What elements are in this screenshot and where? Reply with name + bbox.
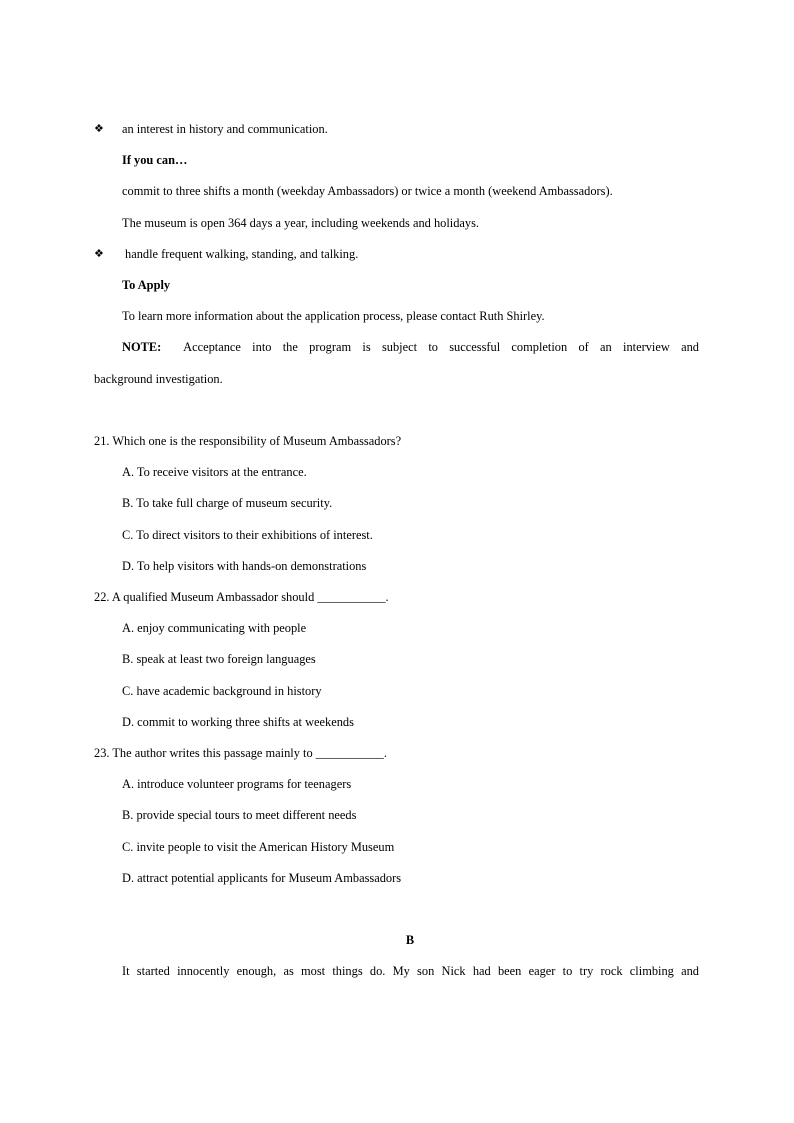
question-22-option-a: A. enjoy communicating with people: [122, 621, 307, 635]
question-22-option-d: D. commit to working three shifts at weekends: [122, 715, 354, 729]
question-23-option-a: A. introduce volunteer programs for teenagers: [122, 777, 352, 791]
question-23-option-c: C. invite people to visit the American History Museum: [122, 840, 395, 854]
note-continuation: background investigation.: [94, 372, 223, 386]
question-21-option-c: C. To direct visitors to their exhibitions of interest.: [122, 528, 373, 542]
requirement-interest: an interest in history and communication.: [122, 122, 328, 136]
question-21-option-a: A. To receive visitors at the entrance.: [122, 465, 307, 479]
question-21-option-b: B. To take full charge of museum security.: [122, 496, 333, 510]
question-21-stem: 21. Which one is the responsibility of Museum Ambassadors?: [94, 434, 402, 448]
diamond-bullet-icon: ❖: [94, 122, 104, 135]
to-apply-heading: To Apply: [122, 278, 171, 292]
question-23-stem: 23. The author writes this passage mainly to ___________.: [94, 746, 387, 760]
if-you-can-heading: If you can…: [122, 153, 188, 167]
note-text: Acceptance into the program is subject to successful completion of an interview and: [183, 340, 699, 354]
question-22-stem: 22. A qualified Museum Ambassador should ___________.: [94, 590, 389, 604]
diamond-bullet-icon: ❖: [94, 247, 104, 260]
apply-contact: To learn more information about the application process, please contact Ruth Shirley.: [122, 309, 545, 323]
requirement-handle: handle frequent walking, standing, and talking.: [125, 247, 359, 261]
question-22-option-b: B. speak at least two foreign languages: [122, 652, 316, 666]
note-paragraph: [122, 339, 699, 355]
section-b-first-line: It started innocently enough, as most things do. My son Nick had been eager to try rock climbing and: [122, 964, 699, 978]
question-23-option-d: D. attract potential applicants for Museum Ambassadors: [122, 871, 402, 885]
requirement-commit: commit to three shifts a month (weekday Ambassadors) or twice a month (weekend Ambassadors).: [122, 184, 613, 198]
museum-open-days: The museum is open 364 days a year, including weekends and holidays.: [122, 216, 480, 230]
note-label: NOTE:: [122, 340, 162, 354]
question-23-option-b: B. provide special tours to meet different needs: [122, 808, 357, 822]
question-21-option-d: D. To help visitors with hands-on demonstrations: [122, 559, 367, 573]
section-b-heading: B: [405, 933, 415, 947]
question-22-option-c: C. have academic background in history: [122, 684, 322, 698]
